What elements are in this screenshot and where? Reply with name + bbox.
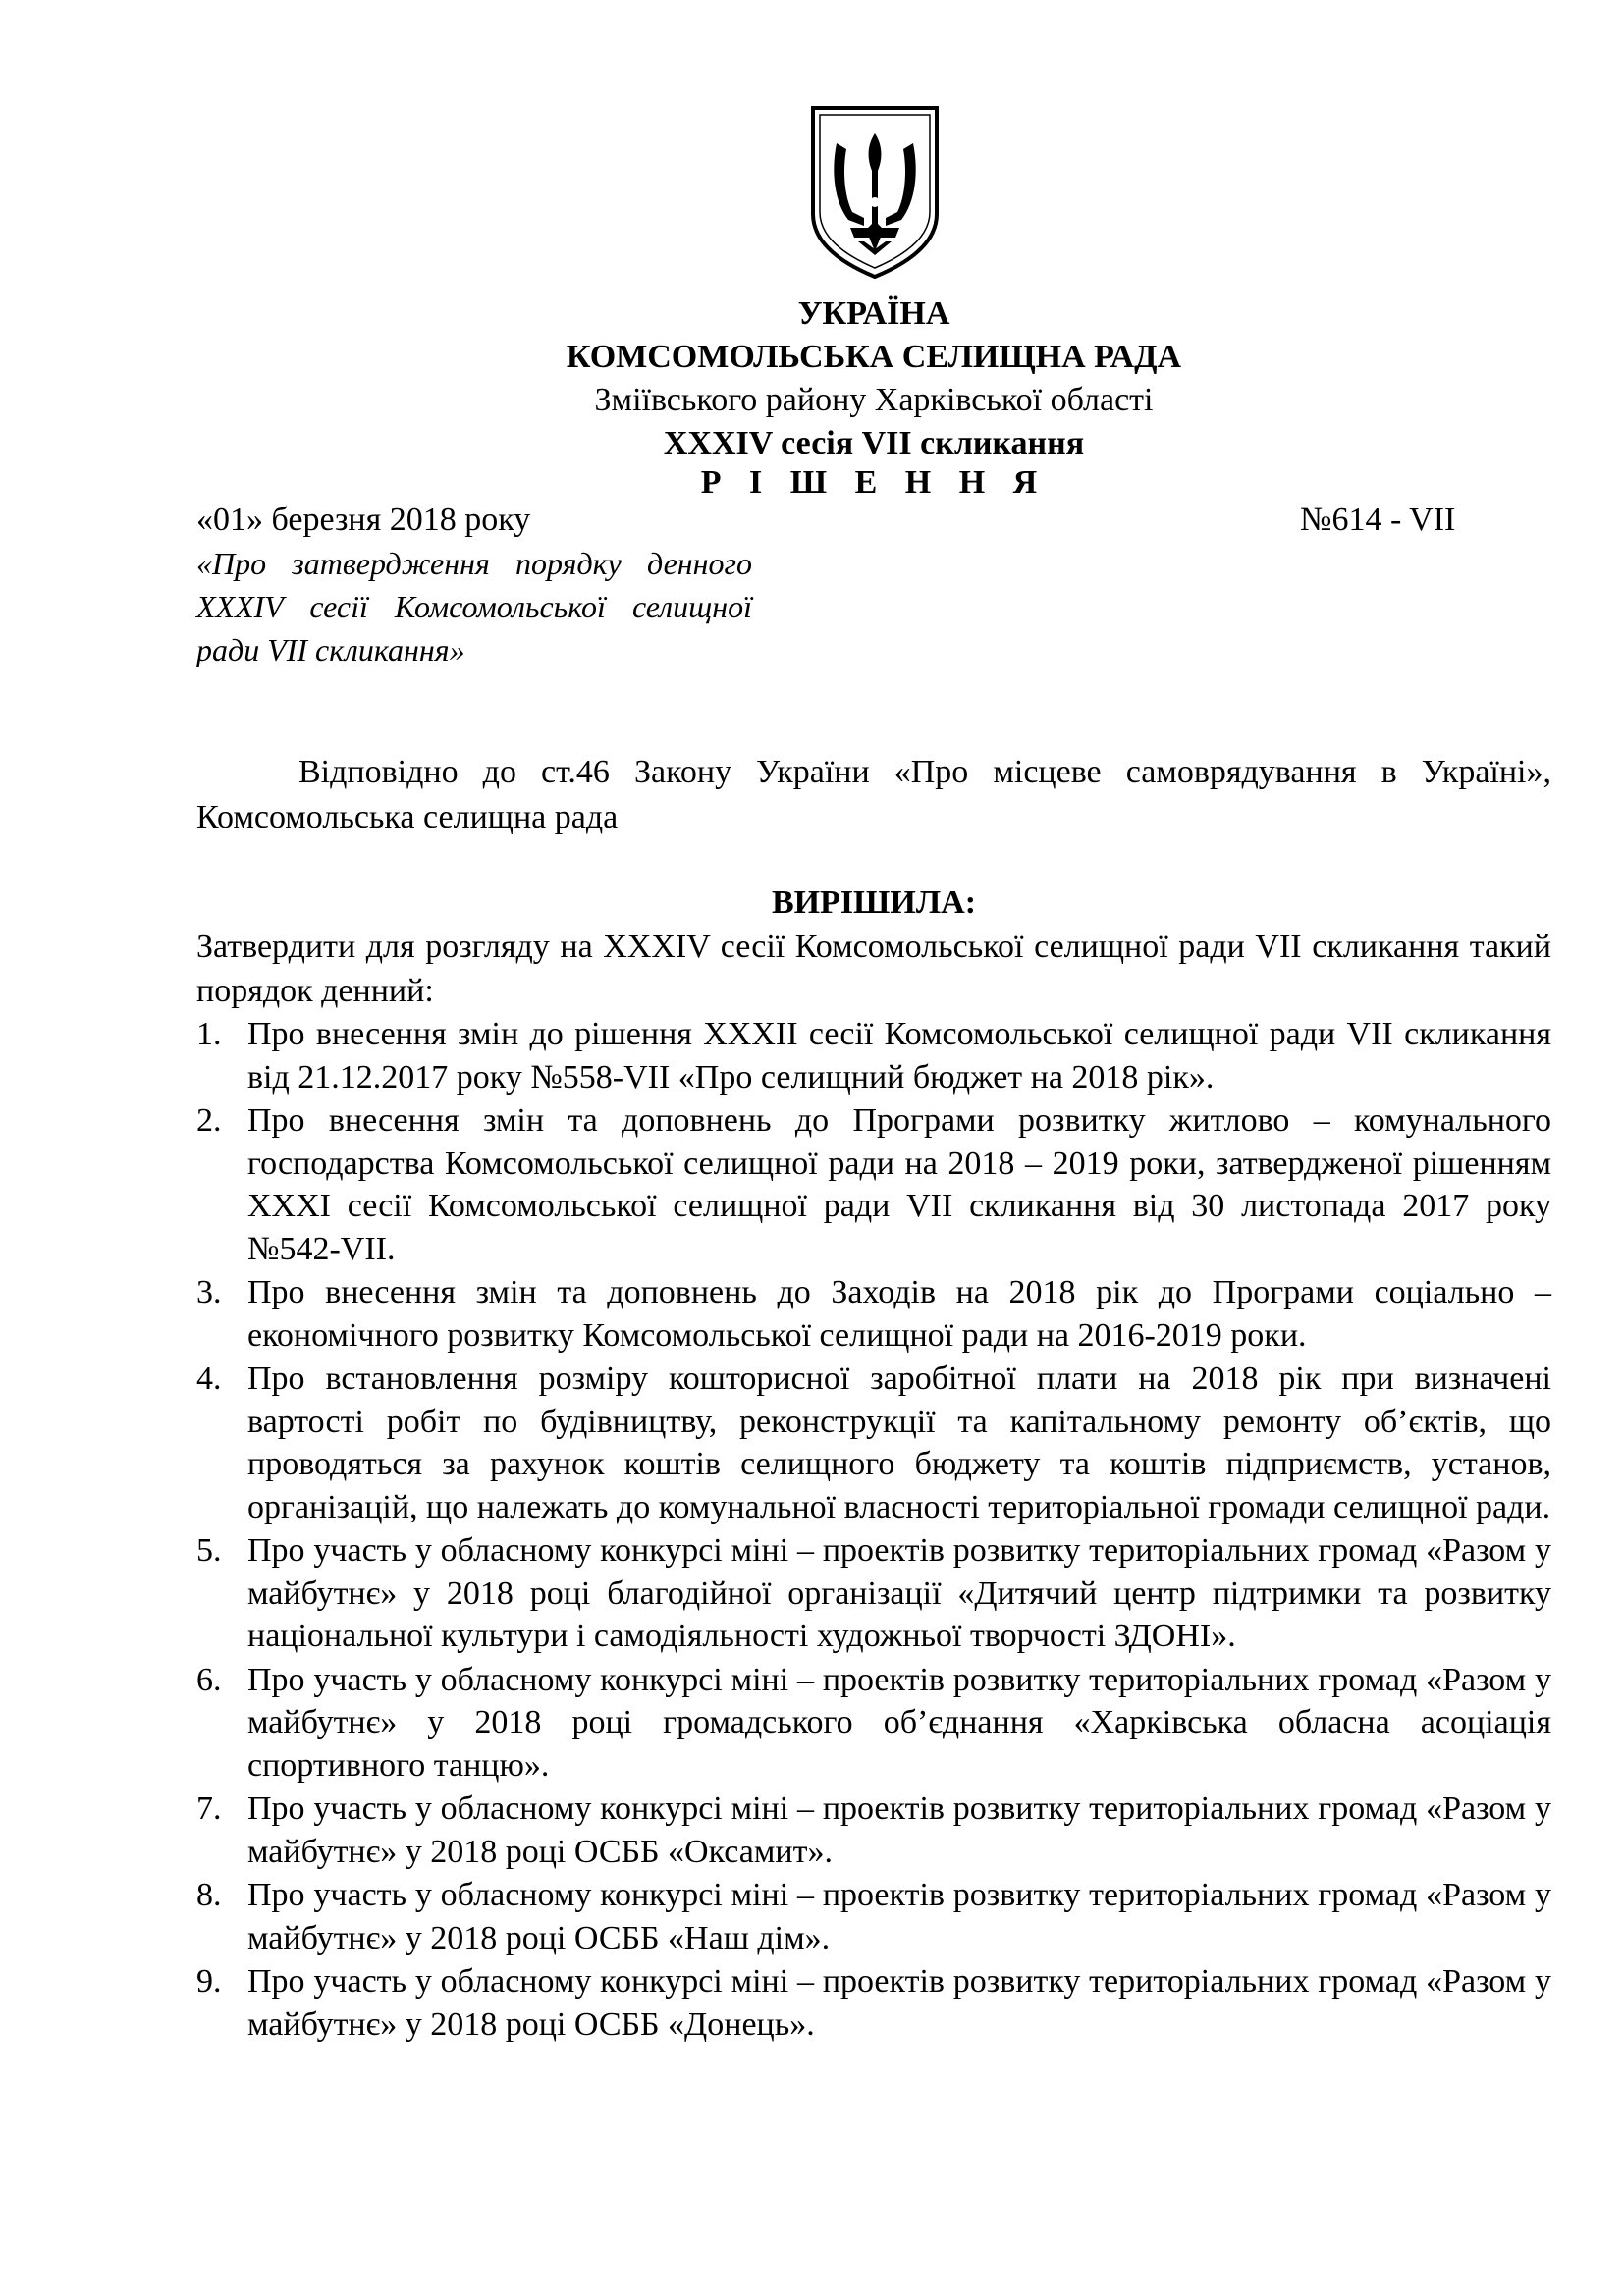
coat-of-arms-icon [807, 104, 943, 281]
agenda-item-number: 1. [196, 1016, 222, 1052]
agenda-item-number: 7. [196, 1790, 222, 1827]
agenda-item [196, 1874, 1551, 1959]
agenda-item-text: Про внесення змін та доповнень до Заходів на 2018 рік до Програми соціально – економічного розвитку Комсомольської селищної ради на 2016-2019 роки. [247, 1274, 1551, 1354]
agenda-item-number: 5. [196, 1532, 222, 1569]
agenda-item [196, 1960, 1551, 2046]
preamble-text: Відповідно до ст.46 Закону України «Про місцеве самоврядування в Україні», Комсомольська селищна рада [196, 754, 1551, 835]
agenda-item [196, 1659, 1551, 1788]
header-doc-type: Р І Ш Е Н Н Я [700, 464, 1048, 501]
agenda-item-text: Про участь у обласному конкурсі міні – проектів розвитку територіальних громад «Разом у майбутнє» у 2018 році громадського об’єднання «Харківська обласна асоціація спортивного танцю». [247, 1661, 1551, 1784]
agenda-item [196, 1529, 1551, 1658]
agenda-item-text: Про участь у обласному конкурсі міні – проектів розвитку територіальних громад «Разом у майбутнє» у 2018 році благодійної організації «Дитячий центр підтримки та розвитку національної культури і самодіяльності художньої творчості ЗДОНІ». [247, 1532, 1551, 1654]
agenda-item-number: 4. [196, 1361, 222, 1397]
header-region: Зміївського району Харківської області [594, 382, 1154, 418]
agenda-item-text: Про внесення змін та доповнень до Програми розвитку житлово – комунального господарства Комсомольської селищної ради на 2018 – 2019 роки, затвердженої рішенням ХХХІ сесії Комсомольської селищної ради VІІ скликання від 30 листопада 2017 року №542-VІІ. [247, 1102, 1551, 1267]
resolved-heading: ВИРІШИЛА: [771, 884, 977, 921]
agenda-item-number: 6. [196, 1661, 222, 1698]
agenda-item [196, 1788, 1551, 1873]
agenda-item [196, 1271, 1551, 1357]
approve-text: Затвердити для розгляду на ХХХІV сесії Комсомольської селищної ради VІІ скликання такий порядок денний: [196, 929, 1551, 1009]
agenda-list [196, 1013, 1551, 2047]
agenda-item-number: 9. [196, 1963, 222, 2000]
agenda-item-text: Про участь у обласному конкурсі міні – проектів розвитку територіальних громад «Разом у майбутнє» у 2018 році ОСББ «Донець». [247, 1963, 1551, 2043]
agenda-item-number: 2. [196, 1102, 222, 1139]
header-council: КОМСОМОЛЬСЬКА СЕЛИЩНА РАДА [566, 339, 1182, 375]
agenda-item [196, 1013, 1551, 1098]
header-session: ХХХІV сесія VІІ скликання [663, 425, 1085, 461]
agenda-item [196, 1099, 1551, 1270]
agenda-item-text: Про встановлення розміру кошторисної заробітної плати на 2018 рік при визначені вартості робіт по будівництву, реконструкції та капітальному ремонту об’єктів, що проводяться за рахунок коштів селищного бюджету та коштів підприємств, установ, організацій, що належать до комунальної власності територіальної громади селищної ради. [247, 1361, 1551, 1525]
agenda-item-number: 8. [196, 1877, 222, 1913]
agenda-item [196, 1358, 1551, 1528]
header-country: УКРАЇНА [797, 295, 950, 332]
decision-subject: «Про затвердження порядку денного ХХХІV сесії Комсомольської селищної ради VII скликання» [196, 546, 752, 667]
agenda-item-text: Про внесення змін до рішення ХХХІІ сесії Комсомольської селищної ради VІІ скликання від 21.12.2017 року №558-VІІ «Про селищний бюджет на 2018 рік». [247, 1016, 1551, 1095]
decision-date: «01» березня 2018 року [196, 502, 531, 538]
agenda-item-text: Про участь у обласному конкурсі міні – проектів розвитку територіальних громад «Разом у майбутнє» у 2018 році ОСББ «Оксамит». [247, 1790, 1551, 1870]
agenda-item-text: Про участь у обласному конкурсі міні – проектів розвитку територіальних громад «Разом у майбутнє» у 2018 році ОСББ «Наш дім». [247, 1877, 1551, 1956]
decision-number: №614 - VІІ [1300, 502, 1456, 538]
agenda-item-number: 3. [196, 1274, 222, 1310]
